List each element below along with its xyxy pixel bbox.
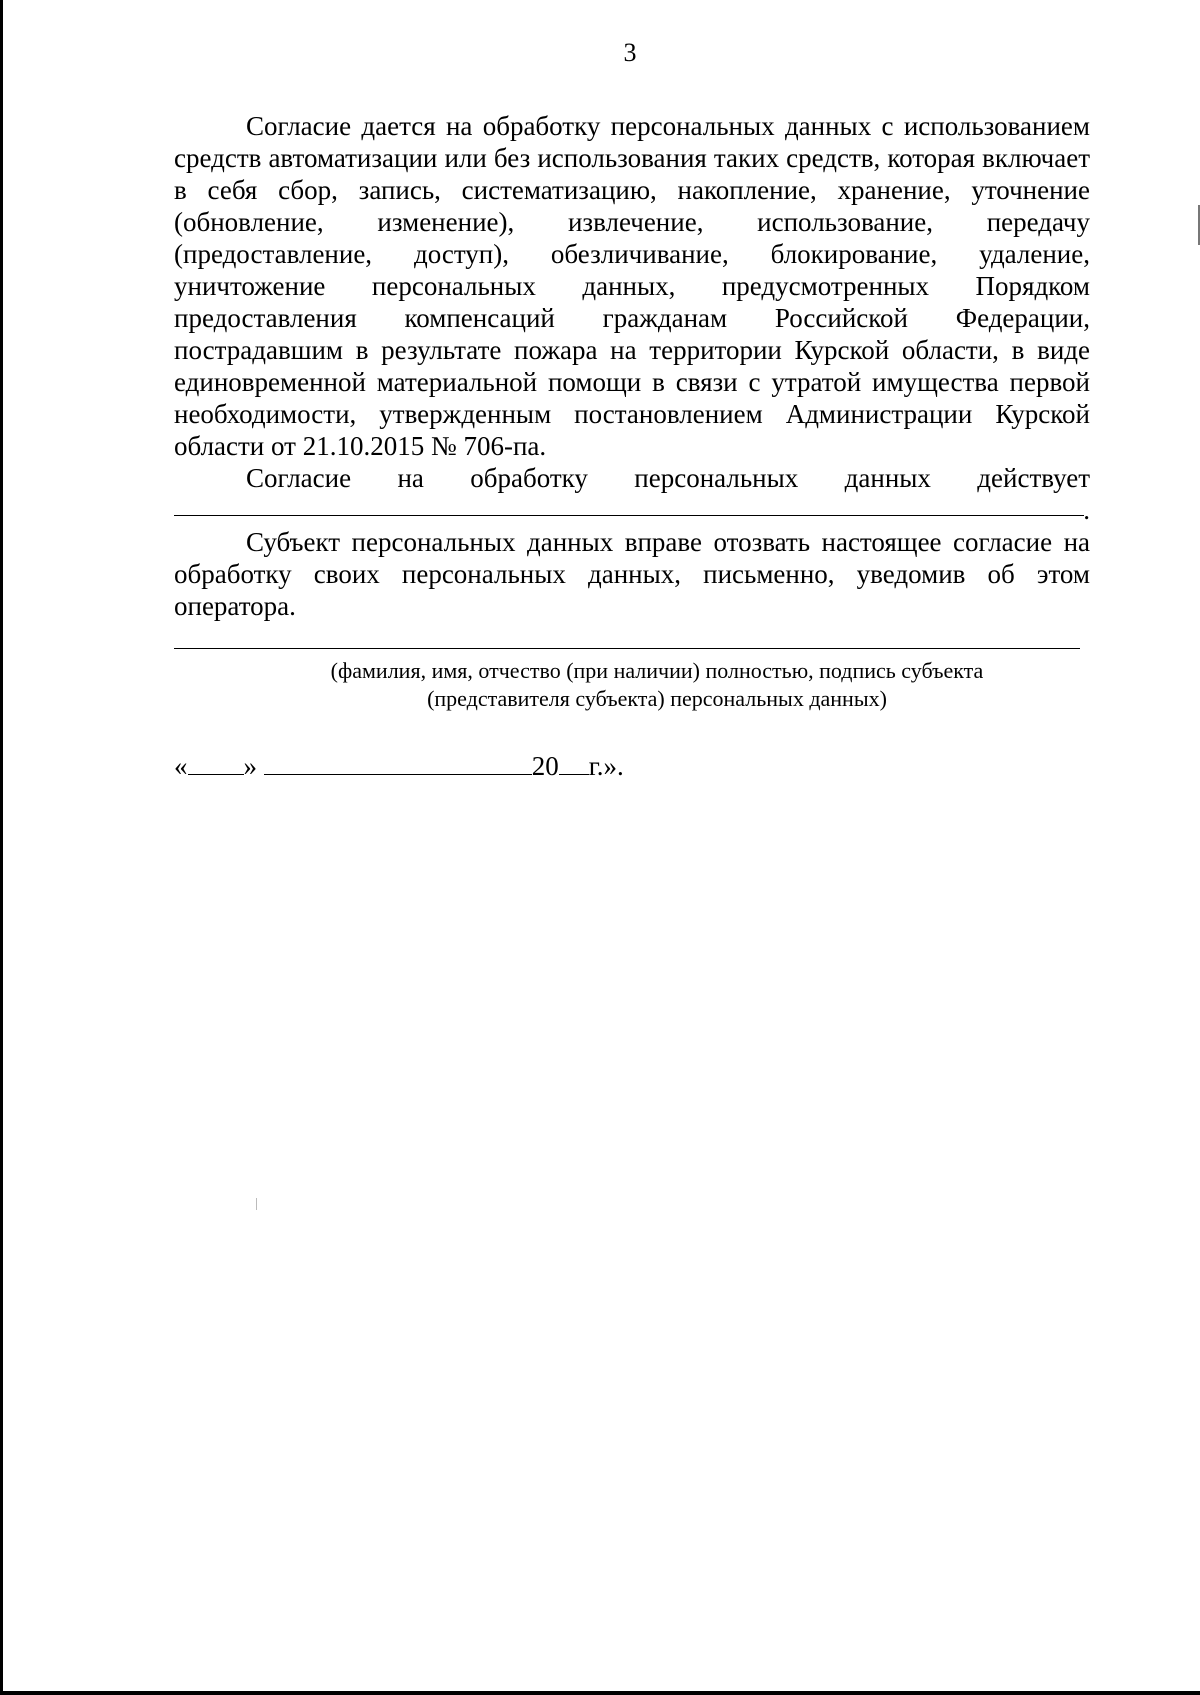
scan-bottom-border (0, 1691, 1200, 1695)
consent-duration-paragraph: Согласие на обработку персональных данных действует (246, 463, 1090, 493)
scan-speck (256, 1198, 257, 1210)
page-number: 3 (623, 38, 637, 67)
consent-duration-blank (174, 494, 1090, 525)
date-month-blank (264, 752, 532, 775)
signature-block (174, 648, 1080, 713)
signature-caption (174, 657, 1080, 713)
date-open-quote: « (174, 751, 188, 781)
consent-scope-paragraph: Согласие дается на обработку персональных данных с использованием средств автоматизации или без использования таких средств, которая включает в себя сбор, запись, систематизацию, накопление, хранение, уточнение (обновление, изменение), извлечение, использование, передачу (предоставление, доступ), обезличивание, блокирование, удаление, уничтожение персональных данных, предусмотренных Порядком предоставления компенсаций гражданам Российской Федерации, пострадавшим в результате пожара на территории Курской области, в виде единовременной материальной помощи в связи с утратой имущества первой необходимости, утвержденным постановлением Администрации Курской области от 21.10.2015 № 706-па. (174, 111, 1090, 461)
scan-left-border (0, 0, 3, 1695)
date-line (174, 750, 624, 782)
consent-duration-rule (174, 515, 1084, 516)
consent-withdrawal-paragraph: Субъект персональных данных вправе отозвать настоящее согласие на обработку своих персональных данных, письменно, уведомив об этом оператора. (174, 527, 1090, 621)
consent-duration-period: . (1083, 495, 1090, 525)
signature-line (174, 648, 1080, 649)
date-year-blank (559, 752, 589, 775)
document-body (174, 110, 1090, 622)
signature-caption-line-2: (представителя субъекта) персональных данных) (427, 686, 887, 711)
date-day-blank (188, 752, 244, 775)
date-year-suffix: г.». (588, 751, 624, 781)
date-year-prefix: 20 (531, 751, 559, 781)
signature-caption-line-1: (фамилия, имя, отчество (при наличии) полностью, подпись субъекта (330, 658, 984, 683)
date-close-quote: » (243, 751, 257, 781)
